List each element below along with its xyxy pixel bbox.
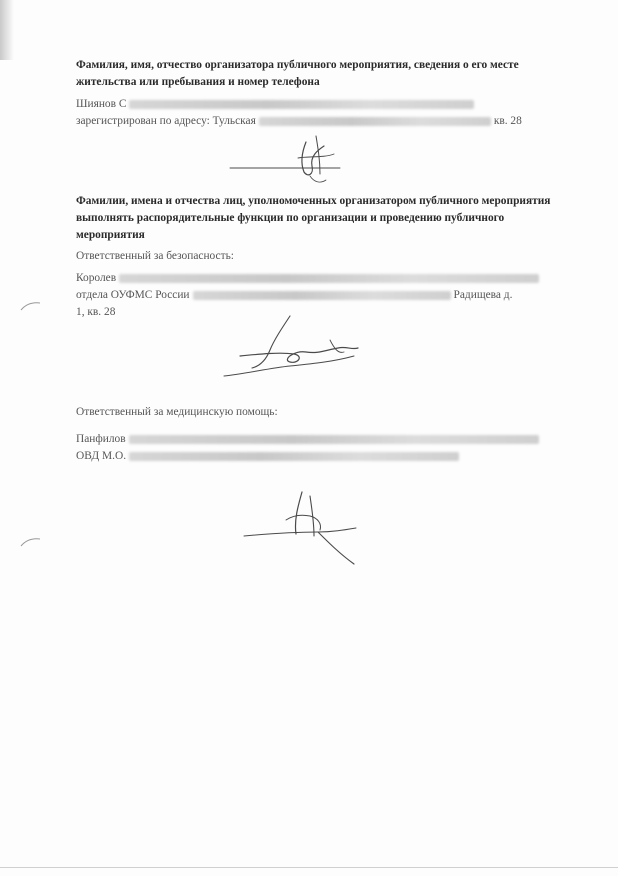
organizer-name: Шиянов С: [76, 98, 127, 110]
redacted-text: [119, 274, 539, 283]
medical-label: Ответственный за медицинскую помощь:: [76, 406, 278, 418]
redacted-text: [129, 435, 539, 444]
security-label: Ответственный за безопасность:: [76, 250, 234, 262]
security-line-2: [76, 287, 556, 304]
scan-edge-line: [0, 867, 618, 868]
medical-name: Панфилов: [76, 433, 126, 445]
security-line-3: 1, кв. 28: [76, 306, 116, 318]
security-department: отдела ОУФМС России: [76, 289, 190, 301]
security-name: Королев: [76, 272, 117, 284]
medical-department: ОВД М.О.: [76, 450, 127, 462]
medical-line-2: [76, 448, 556, 465]
scan-edge-shadow: [0, 0, 14, 60]
redacted-text: [129, 100, 474, 109]
authorized-heading: Фамилии, имена и отчества лиц, уполномоченных организатором публичного мероприятия выполнять распорядительные функции по организации и проведению публичного мероприятия: [76, 195, 551, 241]
organizer-heading: Фамилия, имя, отчество организатора публичного мероприятия, сведения о его месте жительства или пребывания и номер телефона: [76, 59, 519, 88]
medical-details: [76, 431, 556, 465]
organizer-address: зарегистрирован по адресу: Тульская: [76, 115, 256, 127]
organizer-signature: [228, 128, 348, 190]
organizer-name-line: [76, 96, 556, 113]
redacted-text: [259, 117, 491, 126]
organizer-details: [76, 96, 556, 130]
security-name-line: [76, 270, 556, 287]
security-signature: [220, 310, 380, 382]
security-street: Радищева д.: [453, 289, 513, 301]
margin-mark: [20, 536, 42, 548]
medical-signature: [236, 486, 376, 570]
redacted-text: [193, 291, 451, 300]
redacted-text: [129, 452, 459, 461]
margin-mark: [20, 300, 42, 312]
medical-name-line: [76, 431, 556, 448]
organizer-address-end: кв. 28: [493, 115, 522, 127]
